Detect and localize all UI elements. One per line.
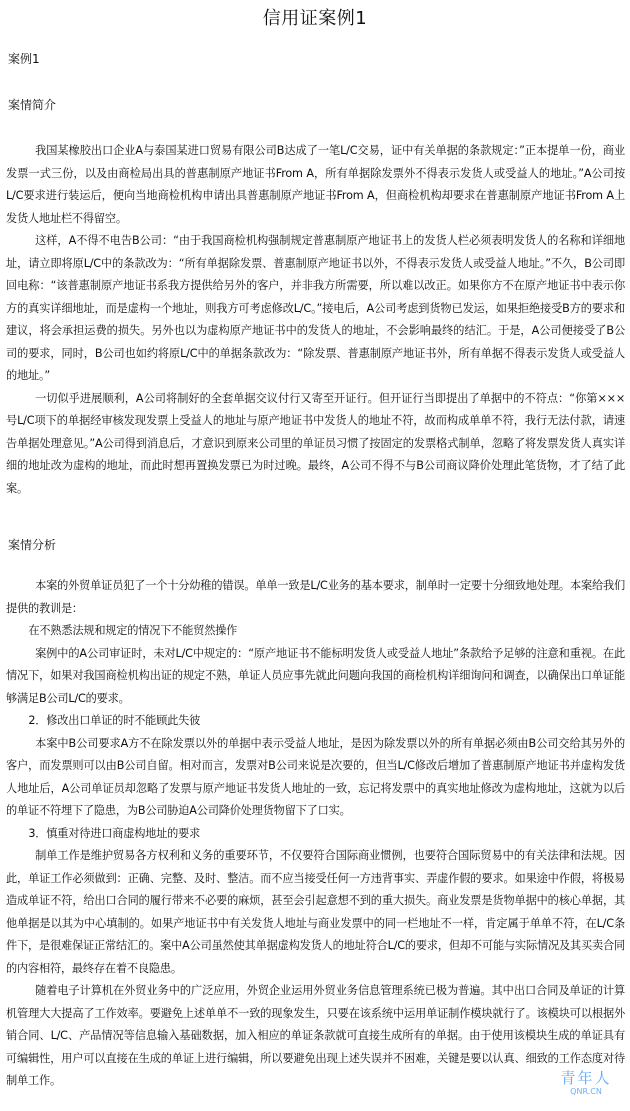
point-1-body: 案例中的A公司审证时，未对L/C中规定的：“原产地证书不能标明发货人或受益人地址”条款给予足够的注意和重视。在此情况下，如果对我国商检机构出证的规定不熟，单证人员应事先就此问题向我国的商检机构详细询问和调查，以确保出口单证能够满足B公司L/C的要求。 bbox=[6, 646, 625, 705]
point-2-body: 本案中B公司要求A方不在除发票以外的单据中表示受益人地址，是因为除发票以外的所有单据必须由B公司交给其另外的客户，而发票则可以由B公司自留。相对而言，发票对B公司来说是次要的，但当L/C修改后增加了普惠制原产地证书并虚构发货人地址后，A公司单证员却忽略了发票与原产地证书发货人地址的一致，忘记将发票中的真实地址修改为虚构地址，这就为以后的单证不符埋下了隐患，为B公司胁迫A公司降价处理货物留下了口实。 bbox=[6, 736, 625, 817]
watermark-text-cn: 青年人 bbox=[560, 1069, 612, 1087]
point-2-title: 2．修改出口单证的时不能顾此失彼 bbox=[28, 714, 201, 727]
closing-paragraph: 随着电子计算机在外贸业务中的广泛应用，外贸企业运用外贸业务信息管理系统已极为普遍。其中出口合同及单证的计算机管理大大提高了工作效率。要避免上述单单不一致的现象发生，只要在该系统中运用单证制作模块就行了。该模块可以根据外销合同、L/C、产品情况等信息输入基础数据，加入相应的单证条款就可直接生成所有的单据。由于使用该模块生成的单证具有可编辑性，用户可以直接在生成的单证上进行编辑，所以要避免出现上述失误并不困难，关键是要以认真、细致的工作态度对待制单工作。 bbox=[6, 984, 625, 1087]
intro-paragraph-3: 一切似乎进展顺利，A公司将制好的全套单据交议付行又寄至开证行。但开证行当即提出了单据中的不符点：“你第×××号L/C项下的单据经审核发现发票上受益人的地址与原产地证书中发货人的地址不符，故而构成单单不符，我行无法付款，请速告单据处理意见。”A公司得到消息后，才意识到原来公司里的单证员习惯了按固定的发票格式制单，忽略了将发票发货人真实详细的地址改为虚构的地址，而此时想再置换发票已为时过晚。最终，A公司不得不与B公司商议降价处理此笔货物，才了结了此案。 bbox=[6, 391, 625, 495]
point-3-body: 制单工作是维护贸易各方权利和义务的重要环节，不仅要符合国际商业惯例，也要符合国际贸易中的有关法律和法规。因此，单证工作必须做到：正确、完整、及时、整洁。而不应当接受任何一方违背事实、弄虚作假的要求。如果途中作假，将极易造成单证不符，给出口合同的履行带来不必要的麻烦，甚至会引起意想不到的重大损失。商业发票是货物单据中的核心单据，其他单据是以其为中心填制的。如果产地证书中有关发货人地址与商业发票中的同一栏地址不一样，肯定属于单单不符，在L/C条件下，是很难保证正常结汇的。案中A公司虽然使其单据虚构发货人的地址符合L/C的要求，但却不可能与实际情况及其买卖合同的内容相符，最终存在着不良隐患。 bbox=[6, 849, 625, 975]
intro-paragraph-1: 我国某橡胶出口企业A与泰国某进口贸易有限公司B达成了一笔L/C交易，证中有关单据的条款规定：”正本提单一份，商业发票一式三份，以及由商检局出具的普惠制原产地证书From A，所有单据除发票外不得表示发货人或受益人的地址。”A公司按L/C要求进行装运后，便向当地商检机构申请出具普惠制原产地证书From A，但商检机构却要求在普惠制原产地证书From A上发货人地址栏不得留空。 bbox=[6, 144, 625, 225]
watermark-text-en: QNR.CN bbox=[570, 1087, 602, 1096]
point-1-title: 在不熟悉法规和规定的情况下不能贸然操作 bbox=[28, 624, 238, 637]
site-watermark-logo bbox=[546, 1069, 626, 1105]
analysis-section bbox=[6, 575, 625, 1093]
intro-paragraph-2: 这样，A不得不电告B公司：“由于我国商检机构强制规定普惠制原产地证书上的发货人栏必须表明发货人的名称和详细地址，请立即将原L/C中的条款改为：“所有单据除发票、普惠制原产地证书以外，不得表示发货人或受益人地址。”不久，B公司即回电称：“该普惠制原产地证书系我方提供给另外的客户，并非我方所需要，所以难以改正。如果你方不在原产地证书中表示你方的真实详细地址，而是虚构一个地址，则我方可考虑修改L/C。”接电后，A公司考虑到货物已发运，如果拒绝接受B方的要求和建议，将会承担运费的损失。另外也以为虚构原产地证书中的发货人的地址，不会影响最终的结汇。于是，A公司便接受了B公司的要求，同时，B公司也如约将原L/C中的单据条款改为：“除发票、普惠制原产地证书外，所有单据不得表示发货人或受益人的地址。” bbox=[6, 234, 625, 382]
intro-section bbox=[6, 140, 625, 500]
intro-heading: 案情简介 bbox=[8, 98, 57, 112]
case-label: 案例1 bbox=[8, 52, 40, 66]
page-title: 信用证案例1 bbox=[262, 8, 368, 29]
point-3-title: 3．慎重对待进口商虚构地址的要求 bbox=[28, 826, 201, 840]
analysis-heading: 案情分析 bbox=[8, 538, 57, 552]
analysis-lead: 本案的外贸单证员犯了一个十分幼稚的错误。单单一致是L/C业务的基本要求，制单时一定要十分细致地处理。本案给我们提供的教训是： bbox=[6, 579, 625, 615]
